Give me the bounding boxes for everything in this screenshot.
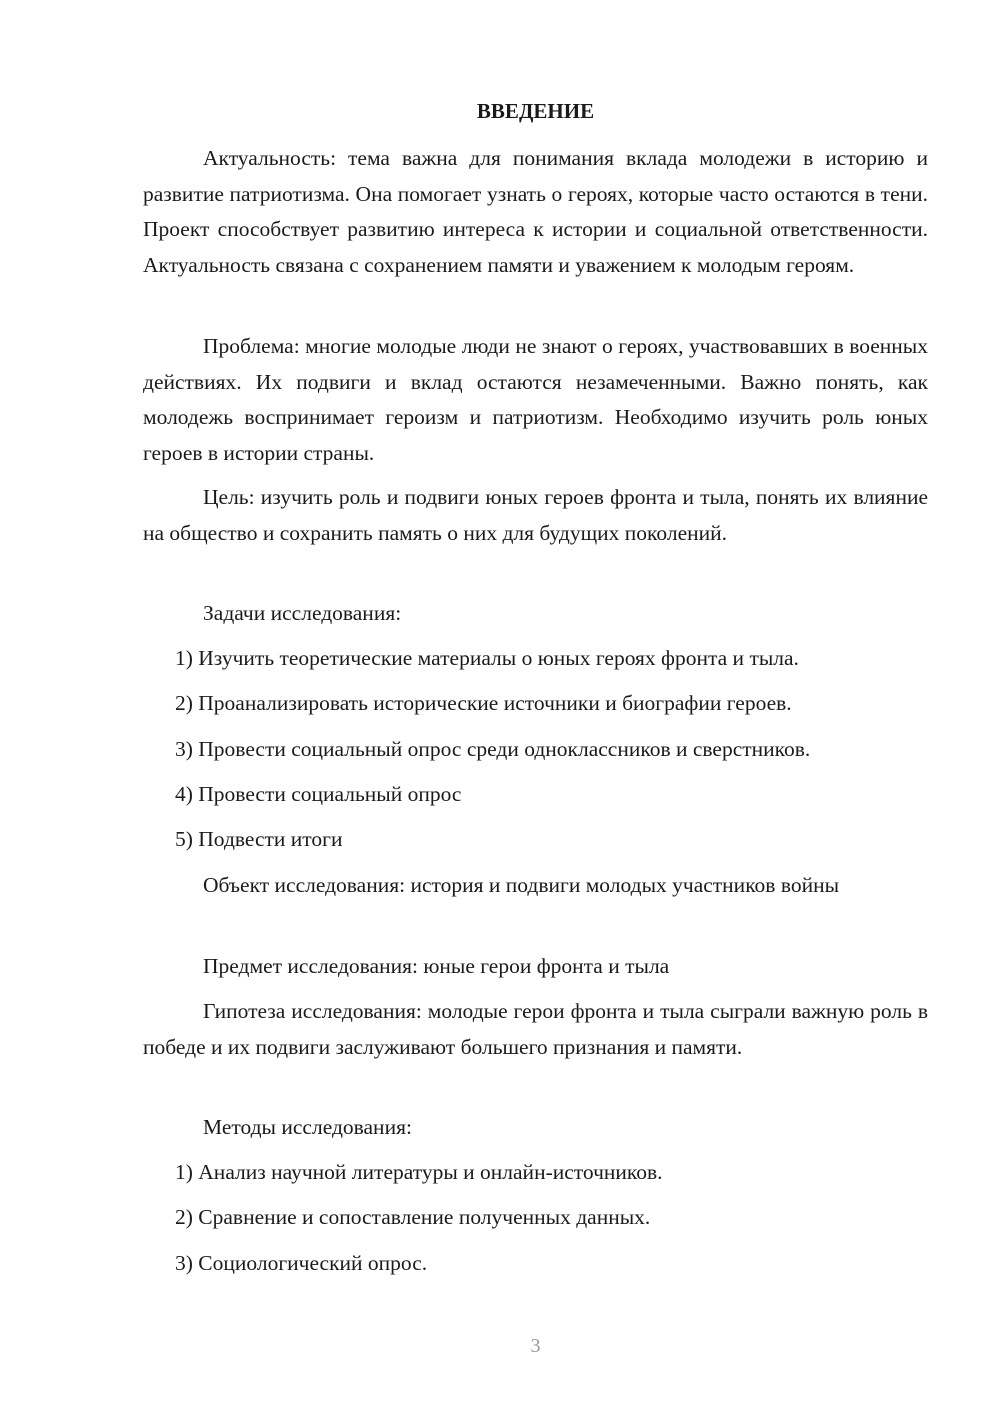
task-item-3: 3) Провести социальный опрос среди одноклассников и сверстников. (175, 737, 811, 761)
page-number: 3 (530, 1335, 541, 1357)
problem-paragraph: Проблема: многие молодые люди не знают о героях, участвовавших в военных действиях. Их подвиги и вклад остаются незамеченными. Важно понять, как молодежь воспринимает героизм и патриотизм. Необходимо изучить роль юных героев в истории страны. (143, 334, 928, 465)
object-paragraph: Объект исследования: история и подвиги молодых участников войны (203, 873, 840, 897)
method-item-1: 1) Анализ научной литературы и онлайн-источников. (175, 1160, 663, 1184)
goal-paragraph: Цель: изучить роль и подвиги юных героев фронта и тыла, понять их влияние на общество и сохранить память о них для будущих поколений. (143, 485, 928, 545)
subject-paragraph: Предмет исследования: юные герои фронта и тыла (203, 954, 670, 978)
method-item-3: 3) Социологический опрос. (175, 1251, 428, 1275)
hypothesis-paragraph: Гипотеза исследования: молодые герои фронта и тыла сыграли важную роль в победе и их подвиги заслуживают большего признания и памяти. (143, 999, 928, 1059)
section-title: ВВЕДЕНИЕ (476, 99, 595, 123)
task-item-4: 4) Провести социальный опрос (175, 782, 462, 806)
document-page (143, 0, 928, 1414)
tasks-heading: Задачи исследования: (203, 601, 402, 625)
task-item-2: 2) Проанализировать исторические источники и биографии героев. (175, 691, 792, 715)
relevance-paragraph: Актуальность: тема важна для понимания вклада молодежи в историю и развитие патриотизма. Она помогает узнать о героях, которые часто остаются в тени. Проект способствует развитию интереса к истории и социальной ответственности. Актуальность связана с сохранением памяти и уважением к молодым героям. (143, 146, 928, 277)
task-item-1: 1) Изучить теоретические материалы о юных героях фронта и тыла. (175, 646, 799, 670)
method-item-2: 2) Сравнение и сопоставление полученных данных. (175, 1205, 651, 1229)
methods-heading: Методы исследования: (203, 1115, 412, 1139)
task-item-5: 5) Подвести итоги (175, 827, 343, 851)
